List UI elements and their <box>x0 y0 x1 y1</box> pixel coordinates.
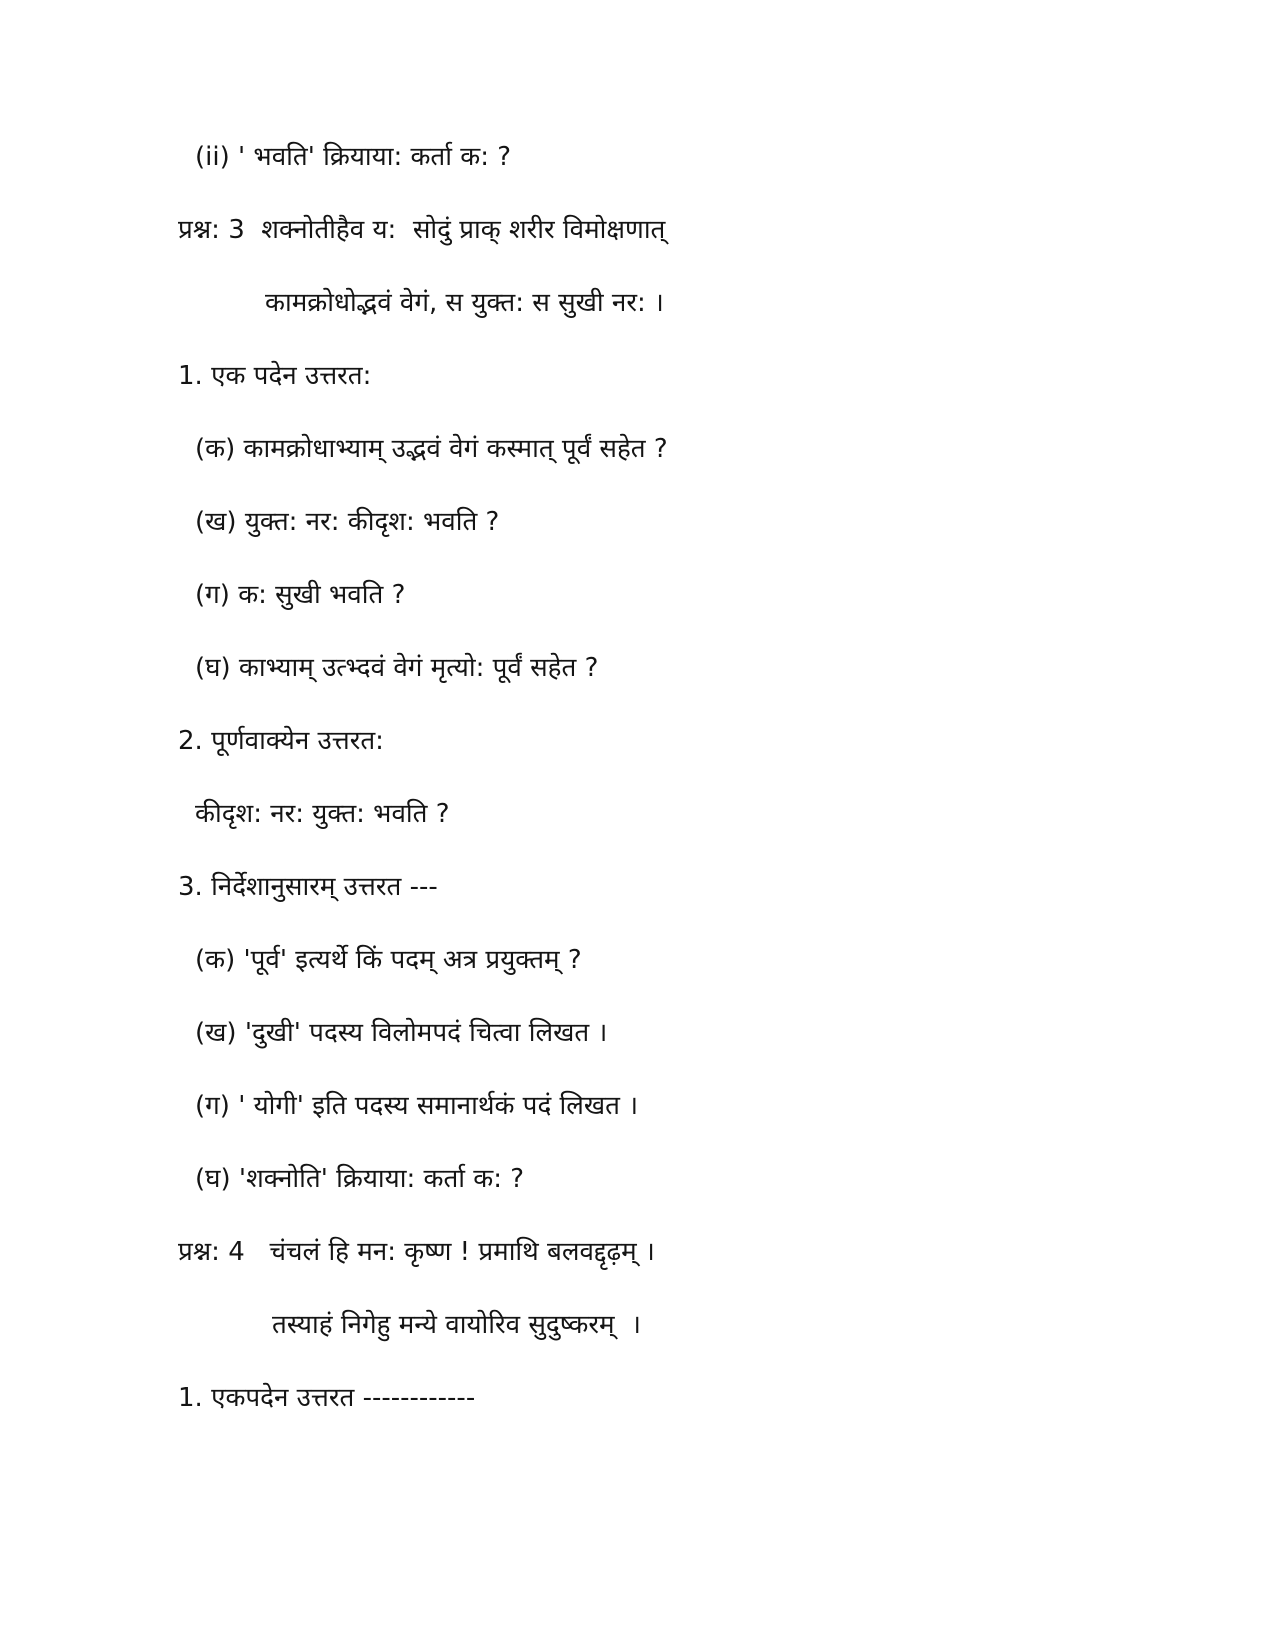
question-3-part-3-ga: (ग) ' योगी' इति पदस्य समानार्थकं पदं लिखत । <box>195 1091 639 1121</box>
question-3-part-2-heading: 2. पूर्णवाक्येन उत्तरत: <box>178 726 384 756</box>
question-4-verse-line-2: तस्याहं निगेहु मन्ये वायोरिव सुदुष्करम् । <box>272 1310 641 1340</box>
question-3-part-3-kha: (ख) 'दुखी' पदस्य विलोमपदं चित्वा लिखत । <box>195 1018 608 1048</box>
question-3-part-1-ga: (ग) क: सुखी भवति ? <box>195 580 406 610</box>
question-3-verse-line-1: प्रश्न: 3 शक्नोतीहैव य: सोदुं प्राक् शरीर विमोक्षणात् <box>178 215 666 245</box>
question-3-part-1-kha: (ख) युक्त: नर: कीदृश: भवति ? <box>195 507 500 537</box>
question-3-part-1-heading: 1. एक पदेन उत्तरत: <box>178 361 372 391</box>
question-3-part-3-heading: 3. निर्देशानुसारम् उत्तरत --- <box>178 872 438 902</box>
question-3-part-3-ka: (क) 'पूर्व' इत्यर्थे किं पदम् अत्र प्रयुक्तम् ? <box>195 945 582 975</box>
question-2-sub-ii: (ii) ' भवति' क्रियाया: कर्ता क: ? <box>195 142 512 172</box>
question-3-part-3-gha: (घ) 'शक्नोति' क्रियाया: कर्ता क: ? <box>195 1164 525 1194</box>
question-3-part-2-question: कीदृश: नर: युक्त: भवति ? <box>195 799 450 829</box>
question-4-verse-line-1: प्रश्न: 4 चंचलं हि मन: कृष्ण ! प्रमाथि बलवद्दृढ़म् । <box>178 1237 655 1267</box>
question-3-verse-line-2: कामक्रोधोद्भवं वेगं, स युक्त: स सुखी नर: । <box>265 288 664 318</box>
question-3-part-1-ka: (क) कामक्रोधाभ्याम् उद्भवं वेगं कस्मात् पूर्वं सहेत ? <box>195 434 668 464</box>
question-4-part-1-heading: 1. एकपदेन उत्तरत ------------ <box>178 1383 476 1413</box>
question-3-part-1-gha: (घ) काभ्याम् उत्भ्दवं वेगं मृत्यो: पूर्वं सहेत ? <box>195 653 599 683</box>
